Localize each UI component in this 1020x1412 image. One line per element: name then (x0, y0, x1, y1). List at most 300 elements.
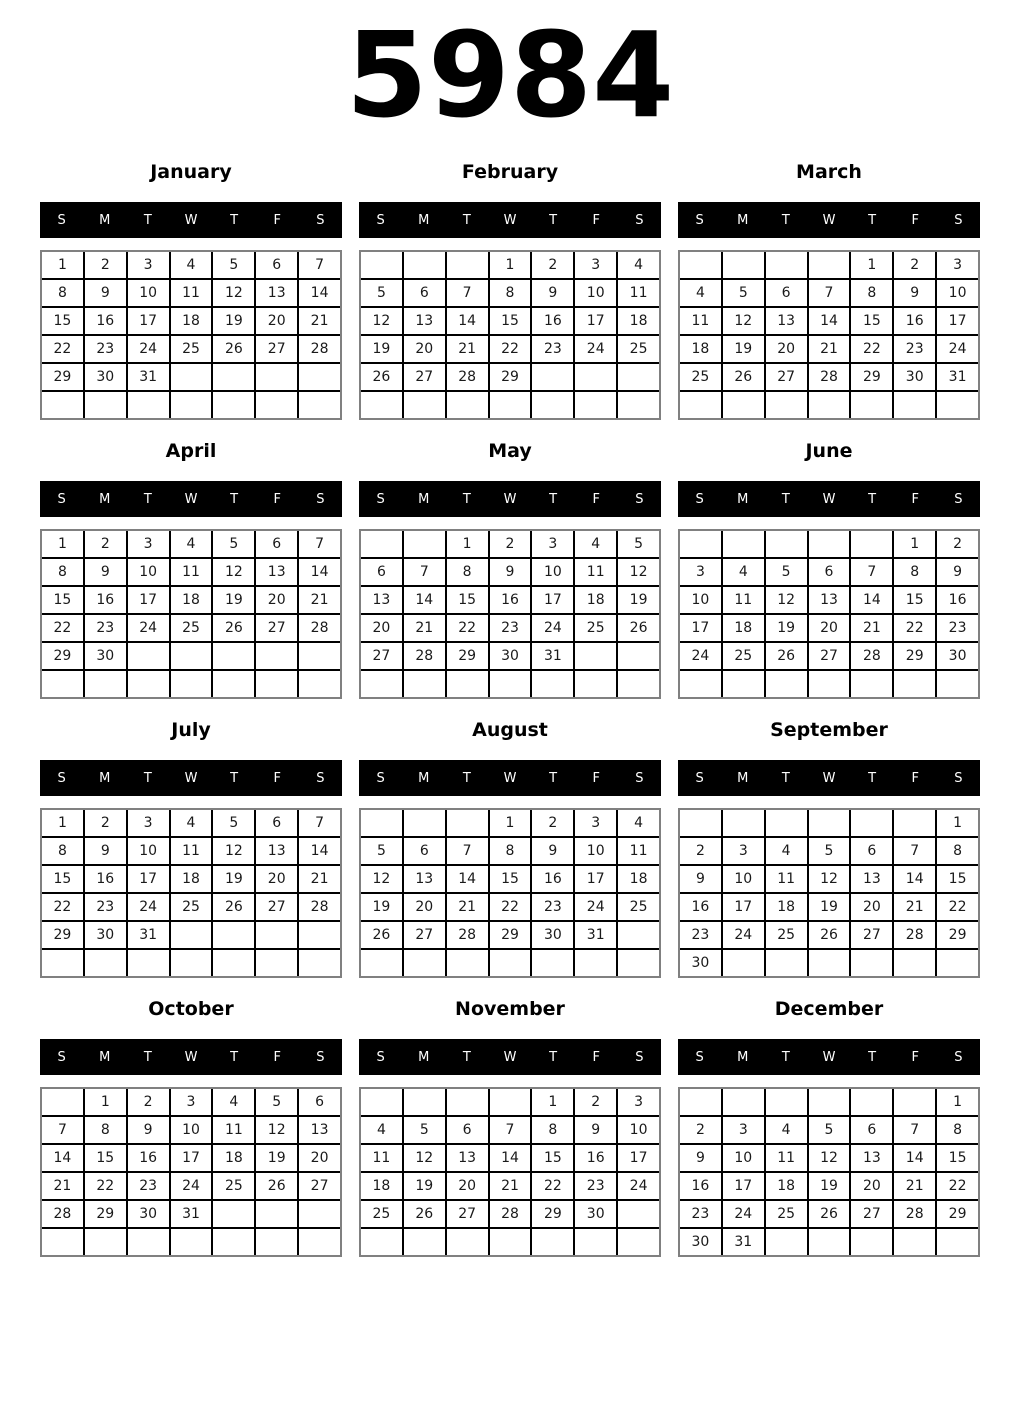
day-cell: 6 (447, 1117, 488, 1143)
month-april (40, 439, 342, 699)
weekday-header (40, 760, 342, 796)
day-cell-empty (532, 392, 573, 418)
day-cell-empty (256, 671, 297, 697)
weekday-label: S (695, 491, 704, 507)
day-cell-empty (42, 1089, 83, 1115)
weekday-label: W (822, 491, 836, 507)
weekday-label: T (143, 491, 152, 507)
day-cell-empty (532, 364, 573, 390)
month-title: January (150, 161, 232, 183)
day-cell-empty (894, 392, 935, 418)
weekday-header (678, 1039, 980, 1075)
day-cell: 3 (128, 810, 169, 836)
weekday-label: S (376, 491, 385, 507)
weekday-label: F (592, 491, 601, 507)
day-cell-empty (361, 531, 402, 557)
weekday-label: T (868, 491, 877, 507)
weekday-label: S (316, 491, 325, 507)
day-cell: 25 (766, 1201, 807, 1227)
day-cell: 14 (851, 587, 892, 613)
day-cell-empty (404, 531, 445, 557)
weekday-label: F (592, 212, 601, 228)
month-july (40, 718, 342, 978)
day-cell: 27 (404, 364, 445, 390)
day-cell-empty (447, 810, 488, 836)
day-cell-empty (361, 810, 402, 836)
weekday-label: S (954, 770, 963, 786)
day-cell: 11 (618, 280, 659, 306)
weekday-label: T (781, 770, 790, 786)
day-cell-empty (128, 643, 169, 669)
day-cell: 31 (532, 643, 573, 669)
weekday-label: S (635, 1049, 644, 1065)
weekday-label: W (184, 770, 198, 786)
weekday-label: M (99, 491, 111, 507)
day-cell: 21 (894, 1173, 935, 1199)
day-cell-empty (723, 1089, 764, 1115)
day-cell-empty (766, 1089, 807, 1115)
day-cell: 9 (128, 1117, 169, 1143)
day-cell: 8 (937, 1117, 978, 1143)
day-cell: 14 (42, 1145, 83, 1171)
day-cell: 25 (171, 894, 212, 920)
day-cell: 19 (766, 615, 807, 641)
day-cell: 24 (723, 922, 764, 948)
day-cell: 13 (404, 866, 445, 892)
day-cell: 12 (766, 587, 807, 613)
day-cell-empty (171, 643, 212, 669)
weekday-label: S (954, 212, 963, 228)
day-cell-empty (809, 671, 850, 697)
day-cell: 19 (361, 336, 402, 362)
day-cell: 17 (128, 587, 169, 613)
weekday-header (359, 1039, 661, 1075)
day-cell: 13 (404, 308, 445, 334)
day-cell: 11 (171, 559, 212, 585)
day-cell-empty (42, 1229, 83, 1255)
day-cell: 27 (851, 1201, 892, 1227)
day-cell: 21 (42, 1173, 83, 1199)
day-cell: 13 (809, 587, 850, 613)
day-cell-empty (213, 671, 254, 697)
day-cell-empty (575, 392, 616, 418)
weekday-label: F (273, 491, 282, 507)
day-cell: 26 (809, 1201, 850, 1227)
day-cell: 16 (532, 308, 573, 334)
day-cell: 27 (766, 364, 807, 390)
day-cell: 10 (128, 280, 169, 306)
day-cell: 5 (723, 280, 764, 306)
day-cell: 3 (171, 1089, 212, 1115)
day-cell: 16 (575, 1145, 616, 1171)
weekday-label: T (781, 491, 790, 507)
day-cell: 18 (766, 894, 807, 920)
day-cell-empty (723, 531, 764, 557)
day-cell: 31 (128, 922, 169, 948)
day-cell-empty (575, 671, 616, 697)
day-cell-empty (256, 922, 297, 948)
day-cell: 24 (171, 1173, 212, 1199)
day-cell: 6 (404, 838, 445, 864)
weekday-label: S (954, 491, 963, 507)
day-cell: 15 (532, 1145, 573, 1171)
day-cell: 3 (532, 531, 573, 557)
day-cell: 25 (618, 894, 659, 920)
day-cell: 4 (618, 810, 659, 836)
day-cell: 2 (575, 1089, 616, 1115)
month-title: May (488, 440, 532, 462)
day-cell-empty (766, 1229, 807, 1255)
day-cell: 28 (894, 1201, 935, 1227)
day-cell-empty (851, 1089, 892, 1115)
day-cell: 27 (299, 1173, 340, 1199)
day-cell: 2 (490, 531, 531, 557)
day-cell: 30 (85, 364, 126, 390)
weekday-label: S (695, 212, 704, 228)
day-cell: 5 (256, 1089, 297, 1115)
day-cell: 9 (680, 866, 721, 892)
day-cell: 12 (361, 866, 402, 892)
month-day-grid (359, 1087, 661, 1257)
month-day-grid (40, 529, 342, 699)
day-cell: 20 (809, 615, 850, 641)
day-cell: 29 (42, 922, 83, 948)
day-cell: 30 (575, 1201, 616, 1227)
day-cell: 11 (766, 1145, 807, 1171)
day-cell: 26 (213, 615, 254, 641)
day-cell-empty (766, 671, 807, 697)
day-cell: 19 (256, 1145, 297, 1171)
month-day-grid (678, 808, 980, 978)
month-title: October (148, 998, 234, 1020)
day-cell: 18 (618, 866, 659, 892)
day-cell: 5 (809, 838, 850, 864)
day-cell: 20 (404, 336, 445, 362)
weekday-header (678, 760, 980, 796)
day-cell-empty (447, 950, 488, 976)
day-cell: 2 (85, 252, 126, 278)
day-cell-empty (299, 1201, 340, 1227)
day-cell: 31 (171, 1201, 212, 1227)
day-cell-empty (723, 252, 764, 278)
day-cell-empty (171, 1229, 212, 1255)
month-february (359, 160, 661, 420)
day-cell: 20 (404, 894, 445, 920)
day-cell: 6 (404, 280, 445, 306)
day-cell: 7 (894, 838, 935, 864)
day-cell: 9 (490, 559, 531, 585)
day-cell: 1 (447, 531, 488, 557)
day-cell: 1 (851, 252, 892, 278)
weekday-label: T (868, 770, 877, 786)
day-cell: 11 (680, 308, 721, 334)
month-title: February (461, 161, 559, 183)
day-cell: 29 (447, 643, 488, 669)
day-cell: 25 (723, 643, 764, 669)
day-cell-empty (490, 1229, 531, 1255)
day-cell: 4 (171, 252, 212, 278)
day-cell: 30 (490, 643, 531, 669)
day-cell: 6 (361, 559, 402, 585)
day-cell: 2 (894, 252, 935, 278)
day-cell-empty (532, 1229, 573, 1255)
day-cell: 15 (490, 866, 531, 892)
day-cell-empty (575, 364, 616, 390)
day-cell: 7 (851, 559, 892, 585)
day-cell: 8 (42, 838, 83, 864)
day-cell: 16 (680, 1173, 721, 1199)
day-cell-empty (256, 392, 297, 418)
day-cell: 20 (851, 1173, 892, 1199)
day-cell: 4 (766, 1117, 807, 1143)
day-cell: 1 (532, 1089, 573, 1115)
day-cell: 7 (490, 1117, 531, 1143)
day-cell: 22 (894, 615, 935, 641)
day-cell-empty (447, 1089, 488, 1115)
day-cell: 2 (532, 810, 573, 836)
day-cell: 21 (299, 308, 340, 334)
day-cell: 27 (809, 643, 850, 669)
day-cell: 21 (404, 615, 445, 641)
day-cell: 23 (894, 336, 935, 362)
day-cell: 14 (299, 559, 340, 585)
day-cell-empty (42, 392, 83, 418)
day-cell: 1 (42, 252, 83, 278)
day-cell-empty (85, 392, 126, 418)
weekday-label: W (503, 491, 517, 507)
day-cell: 6 (809, 559, 850, 585)
weekday-label: T (462, 212, 471, 228)
month-august (359, 718, 661, 978)
day-cell-empty (404, 950, 445, 976)
day-cell-empty (213, 950, 254, 976)
month-title: July (171, 719, 211, 741)
weekday-label: F (273, 1049, 282, 1065)
day-cell: 18 (766, 1173, 807, 1199)
day-cell: 22 (490, 894, 531, 920)
month-title: September (770, 719, 888, 741)
day-cell: 24 (575, 894, 616, 920)
weekday-label: T (230, 1049, 239, 1065)
day-cell: 23 (575, 1173, 616, 1199)
day-cell-empty (851, 950, 892, 976)
weekday-label: S (635, 491, 644, 507)
day-cell: 30 (894, 364, 935, 390)
day-cell: 29 (490, 922, 531, 948)
day-cell-empty (361, 252, 402, 278)
weekday-label: F (273, 770, 282, 786)
day-cell: 4 (723, 559, 764, 585)
day-cell: 18 (680, 336, 721, 362)
year-title: 5984 (345, 6, 675, 144)
month-day-grid (678, 1087, 980, 1257)
day-cell: 2 (128, 1089, 169, 1115)
weekday-header (40, 202, 342, 238)
day-cell: 22 (937, 894, 978, 920)
day-cell: 31 (128, 364, 169, 390)
day-cell-empty (809, 531, 850, 557)
weekday-header (359, 202, 661, 238)
weekday-label: T (549, 1049, 558, 1065)
day-cell: 27 (256, 336, 297, 362)
day-cell-empty (618, 671, 659, 697)
day-cell: 6 (851, 838, 892, 864)
day-cell-empty (299, 364, 340, 390)
weekday-label: T (462, 1049, 471, 1065)
day-cell: 31 (575, 922, 616, 948)
month-october (40, 997, 342, 1257)
day-cell: 21 (809, 336, 850, 362)
day-cell-empty (618, 950, 659, 976)
weekday-label: T (781, 1049, 790, 1065)
day-cell: 23 (532, 336, 573, 362)
day-cell-empty (575, 643, 616, 669)
day-cell: 19 (213, 587, 254, 613)
day-cell-empty (42, 950, 83, 976)
day-cell: 10 (128, 838, 169, 864)
weekday-label: T (143, 770, 152, 786)
day-cell: 12 (618, 559, 659, 585)
month-title: November (455, 998, 565, 1020)
day-cell-empty (171, 364, 212, 390)
day-cell: 11 (766, 866, 807, 892)
day-cell: 22 (42, 336, 83, 362)
day-cell: 22 (42, 615, 83, 641)
day-cell: 12 (361, 308, 402, 334)
weekday-label: F (911, 1049, 920, 1065)
month-june (678, 439, 980, 699)
day-cell-empty (851, 671, 892, 697)
day-cell: 6 (256, 531, 297, 557)
day-cell: 22 (85, 1173, 126, 1199)
day-cell: 27 (851, 922, 892, 948)
day-cell-empty (618, 1201, 659, 1227)
day-cell-empty (894, 671, 935, 697)
day-cell: 25 (680, 364, 721, 390)
day-cell: 5 (809, 1117, 850, 1143)
day-cell-empty (723, 950, 764, 976)
day-cell: 28 (447, 364, 488, 390)
day-cell: 20 (447, 1173, 488, 1199)
day-cell: 25 (171, 336, 212, 362)
day-cell-empty (766, 810, 807, 836)
day-cell: 21 (447, 894, 488, 920)
day-cell: 17 (680, 615, 721, 641)
day-cell: 12 (213, 838, 254, 864)
day-cell: 3 (128, 531, 169, 557)
weekday-label: M (418, 770, 430, 786)
day-cell-empty (404, 671, 445, 697)
day-cell-empty (618, 392, 659, 418)
weekday-label: W (184, 212, 198, 228)
day-cell: 9 (532, 838, 573, 864)
weekday-label: T (549, 770, 558, 786)
day-cell-empty (766, 950, 807, 976)
day-cell-empty (618, 364, 659, 390)
day-cell: 16 (680, 894, 721, 920)
day-cell: 4 (213, 1089, 254, 1115)
month-day-grid (40, 1087, 342, 1257)
day-cell: 3 (618, 1089, 659, 1115)
day-cell: 28 (447, 922, 488, 948)
day-cell-empty (575, 950, 616, 976)
day-cell: 4 (575, 531, 616, 557)
weekday-label: T (230, 212, 239, 228)
day-cell: 17 (723, 1173, 764, 1199)
day-cell-empty (851, 1229, 892, 1255)
month-march (678, 160, 980, 420)
day-cell: 24 (128, 615, 169, 641)
day-cell: 13 (256, 280, 297, 306)
day-cell: 12 (213, 280, 254, 306)
day-cell-empty (404, 252, 445, 278)
day-cell: 1 (490, 810, 531, 836)
day-cell: 21 (299, 866, 340, 892)
month-day-grid (359, 808, 661, 978)
day-cell-empty (809, 392, 850, 418)
day-cell-empty (361, 1229, 402, 1255)
day-cell: 21 (490, 1173, 531, 1199)
day-cell: 23 (532, 894, 573, 920)
day-cell: 19 (618, 587, 659, 613)
day-cell: 27 (256, 894, 297, 920)
day-cell: 10 (575, 838, 616, 864)
day-cell: 7 (42, 1117, 83, 1143)
day-cell-empty (937, 671, 978, 697)
weekday-label: S (635, 212, 644, 228)
day-cell: 5 (766, 559, 807, 585)
weekday-label: W (503, 770, 517, 786)
day-cell-empty (42, 671, 83, 697)
day-cell: 17 (618, 1145, 659, 1171)
day-cell-empty (299, 392, 340, 418)
weekday-label: S (57, 491, 66, 507)
day-cell: 28 (851, 643, 892, 669)
day-cell: 2 (532, 252, 573, 278)
day-cell: 17 (723, 894, 764, 920)
day-cell: 1 (937, 810, 978, 836)
day-cell-empty (680, 1089, 721, 1115)
day-cell: 26 (766, 643, 807, 669)
day-cell-empty (680, 810, 721, 836)
weekday-label: T (549, 491, 558, 507)
day-cell: 3 (723, 1117, 764, 1143)
weekday-label: S (376, 1049, 385, 1065)
weekday-label: W (822, 1049, 836, 1065)
day-cell: 10 (575, 280, 616, 306)
day-cell: 11 (723, 587, 764, 613)
day-cell-empty (171, 671, 212, 697)
month-title: August (472, 719, 548, 741)
day-cell: 16 (85, 587, 126, 613)
month-day-grid (359, 250, 661, 420)
day-cell: 23 (680, 922, 721, 948)
day-cell: 5 (213, 252, 254, 278)
day-cell: 1 (490, 252, 531, 278)
day-cell: 29 (937, 1201, 978, 1227)
weekday-label: T (868, 212, 877, 228)
day-cell-empty (894, 1089, 935, 1115)
day-cell: 16 (128, 1145, 169, 1171)
day-cell: 28 (299, 615, 340, 641)
day-cell: 10 (128, 559, 169, 585)
day-cell-empty (894, 950, 935, 976)
day-cell: 21 (299, 587, 340, 613)
day-cell-empty (851, 810, 892, 836)
day-cell-empty (404, 1229, 445, 1255)
day-cell: 11 (171, 280, 212, 306)
day-cell-empty (299, 643, 340, 669)
